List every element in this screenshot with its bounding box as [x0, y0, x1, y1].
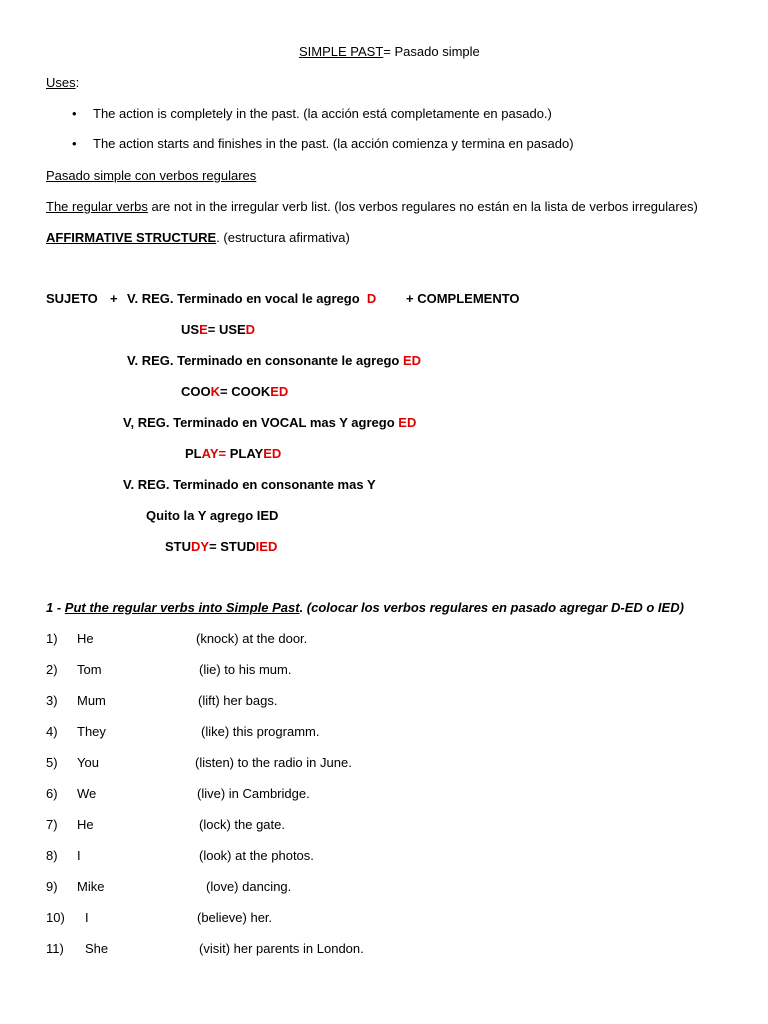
structure-rule-consonante-y: V. REG. Terminado en consonante mas Y — [123, 477, 376, 492]
regular-heading: Pasado simple con verbos regulares — [46, 168, 257, 183]
item-verb: (lift) her bags. — [198, 693, 278, 708]
item-subject: Mum — [77, 693, 106, 708]
example-highlight: ED — [263, 446, 282, 461]
example-highlight: IED — [255, 539, 278, 554]
example-study — [165, 539, 277, 555]
example-use — [181, 322, 255, 338]
structure-rule-vocal-y — [123, 415, 416, 431]
item-verb: (like) this programm. — [201, 724, 320, 739]
item-subject: She — [85, 941, 109, 956]
item-verb: (listen) to the radio in June. — [195, 755, 352, 770]
item-number: 7) — [46, 817, 58, 832]
example-highlight: AY= — [201, 446, 227, 461]
example-part: COO — [181, 384, 211, 399]
rule-text: V, REG. Terminado en VOCAL mas Y agrego — [123, 415, 395, 430]
item-number: 9) — [46, 879, 58, 894]
page-title — [299, 44, 480, 60]
exercise-heading — [46, 600, 684, 616]
item-subject: Mike — [77, 879, 105, 894]
item-number: 11) — [46, 941, 64, 956]
item-number: 1) — [46, 631, 58, 646]
bullet-icon: • — [72, 136, 77, 151]
rule-suffix: ED — [398, 415, 417, 430]
item-number: 2) — [46, 662, 58, 677]
affirmative-bold: AFFIRMATIVE STRUCTURE — [46, 230, 217, 245]
item-verb: (believe) her. — [197, 910, 273, 925]
item-verb: (live) in Cambridge. — [197, 786, 310, 801]
title-main: SIMPLE PAST — [299, 44, 384, 59]
structure-complemento: + COMPLEMENTO — [406, 291, 520, 306]
structure-rule-quito-y: Quito la Y agrego IED — [146, 508, 279, 523]
regular-note-rest: are not in the irregular verb list. (los verbos regulares no están en la lista de verbos irregulares) — [147, 199, 698, 214]
example-part: PL — [185, 446, 202, 461]
affirmative-rest: . (estructura afirmativa) — [216, 230, 350, 245]
item-subject: They — [77, 724, 106, 739]
uses-item-text: The action is completely in the past. (la acción está completamente en pasado.) — [93, 106, 552, 121]
item-number: 6) — [46, 786, 58, 801]
example-highlight: ED — [270, 384, 289, 399]
affirmative-heading — [46, 230, 350, 246]
item-verb: (visit) her parents in London. — [199, 941, 364, 956]
example-part: = COOK — [220, 384, 271, 399]
structure-sujeto: SUJETO — [46, 291, 98, 306]
example-highlight: E — [199, 322, 208, 337]
item-number: 10) — [46, 910, 65, 925]
example-cook — [181, 384, 288, 400]
bullet-icon: • — [72, 106, 77, 121]
example-highlight: D — [245, 322, 256, 337]
item-verb: (love) dancing. — [206, 879, 292, 894]
item-verb: (lock) the gate. — [199, 817, 285, 832]
item-number: 5) — [46, 755, 58, 770]
item-subject: We — [77, 786, 97, 801]
item-number: 8) — [46, 848, 58, 863]
example-highlight: K — [210, 384, 221, 399]
example-highlight: DY — [191, 539, 210, 554]
item-subject: You — [77, 755, 99, 770]
item-subject: Tom — [77, 662, 102, 677]
regular-note — [46, 199, 698, 215]
rule-text: V. REG. Terminado en consonante le agrego — [127, 353, 400, 368]
title-rest: = Pasado simple — [383, 44, 480, 59]
structure-rule-vocal — [127, 291, 376, 307]
uses-heading — [46, 75, 79, 91]
example-part: STU — [165, 539, 191, 554]
exercise-number: 1 - — [46, 600, 65, 615]
example-part: = STUD — [209, 539, 256, 554]
exercise-instruction-rest: . (colocar los verbos regulares en pasado agregar D-ED o IED) — [299, 600, 684, 615]
uses-heading-text: Uses — [46, 75, 76, 90]
structure-plus: + — [110, 291, 118, 306]
example-play — [185, 446, 281, 462]
item-verb: (look) at the photos. — [199, 848, 314, 863]
rule-suffix: ED — [402, 353, 422, 368]
item-verb: (knock) at the door. — [196, 631, 308, 646]
item-number: 4) — [46, 724, 58, 739]
rule-suffix: D — [366, 291, 377, 306]
uses-colon: : — [75, 75, 80, 90]
uses-item-text: The action starts and finishes in the past. (la acción comienza y termina en pasado) — [93, 136, 574, 151]
item-verb: (lie) to his mum. — [199, 662, 292, 677]
item-subject: I — [85, 910, 89, 925]
item-number: 3) — [46, 693, 58, 708]
example-part: PLAY — [226, 446, 264, 461]
item-subject: He — [77, 817, 94, 832]
rule-text: V. REG. Terminado en vocal le agrego — [127, 291, 360, 306]
item-subject: He — [77, 631, 94, 646]
regular-note-underlined: The regular verbs — [46, 199, 148, 214]
item-subject: I — [77, 848, 81, 863]
example-part: US — [181, 322, 200, 337]
structure-rule-consonante — [127, 353, 421, 369]
example-part: = USE — [207, 322, 246, 337]
exercise-instruction: Put the regular verbs into Simple Past — [64, 600, 300, 615]
